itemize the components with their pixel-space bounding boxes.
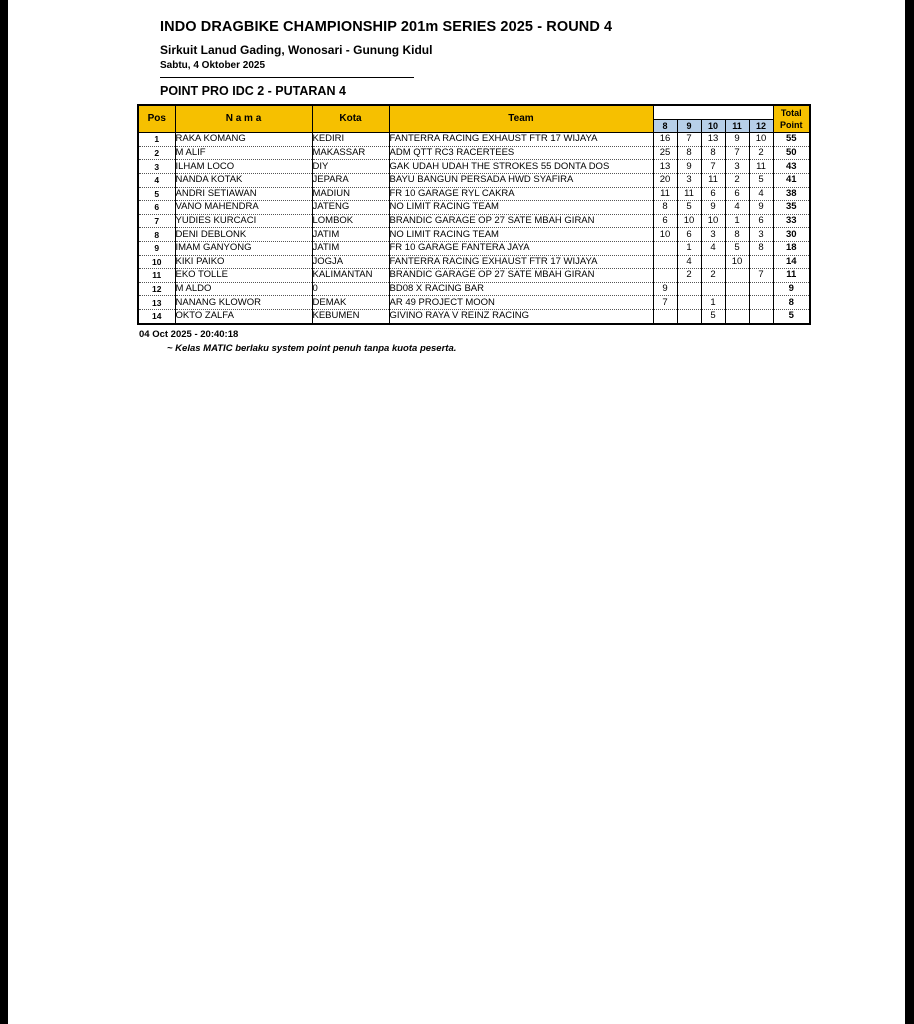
cell-round-point	[725, 282, 749, 296]
cell-round-point: 1	[725, 214, 749, 228]
table-row	[138, 214, 810, 228]
cell-total: 30	[773, 228, 810, 242]
cell-team: FANTERRA RACING EXHAUST FTR 17 WIJAYA	[389, 255, 653, 269]
cell-kota: DEMAK	[312, 296, 389, 310]
table-row	[138, 309, 810, 323]
cell-round-point: 7	[749, 269, 773, 283]
table-row	[138, 296, 810, 310]
cell-round-point: 16	[653, 133, 677, 147]
cell-team: BRANDIC GARAGE OP 27 SATE MBAH GIRAN	[389, 214, 653, 228]
cell-round-point	[653, 309, 677, 323]
cell-round-point: 4	[749, 187, 773, 201]
table-row	[138, 187, 810, 201]
header-round: 8	[653, 119, 677, 133]
cell-round-point: 11	[653, 187, 677, 201]
table-row	[138, 282, 810, 296]
results-body	[138, 133, 810, 324]
print-timestamp: 04 Oct 2025 - 20:40:18	[139, 329, 239, 340]
cell-round-point: 10	[701, 214, 725, 228]
cell-round-point	[677, 309, 701, 323]
cell-total: 14	[773, 255, 810, 269]
cell-nama: OKTO ZALFA	[175, 309, 312, 323]
cell-nama: EKO TOLLE	[175, 269, 312, 283]
cell-round-point	[749, 309, 773, 323]
cell-nama: ILHAM LOCO	[175, 160, 312, 174]
cell-team: NO LIMIT RACING TEAM	[389, 201, 653, 215]
cell-round-point	[653, 241, 677, 255]
header-round: 10	[701, 119, 725, 133]
cell-round-point: 8	[677, 146, 701, 160]
cell-team: GAK UDAH UDAH THE STROKES 55 DONTA DOS	[389, 160, 653, 174]
cell-round-point: 11	[701, 173, 725, 187]
cell-total: 11	[773, 269, 810, 283]
cell-round-point: 5	[725, 241, 749, 255]
cell-round-point: 5	[677, 201, 701, 215]
header-nama: N a m a	[175, 105, 312, 133]
cell-pos: 12	[138, 282, 175, 296]
cell-round-point: 4	[725, 201, 749, 215]
cell-round-point: 10	[725, 255, 749, 269]
header-pos: Pos	[138, 105, 175, 133]
rounds-header-blank	[653, 105, 773, 119]
header-kota: Kota	[312, 105, 389, 133]
class-title: POINT PRO IDC 2 - PUTARAN 4	[160, 84, 346, 98]
cell-total: 41	[773, 173, 810, 187]
cell-team: ADM QTT RC3 RACERTEES	[389, 146, 653, 160]
cell-round-point: 3	[749, 228, 773, 242]
cell-pos: 13	[138, 296, 175, 310]
cell-round-point: 10	[653, 228, 677, 242]
cell-round-point: 4	[677, 255, 701, 269]
cell-round-point: 11	[677, 187, 701, 201]
cell-nama: M ALIF	[175, 146, 312, 160]
cell-total: 55	[773, 133, 810, 147]
cell-pos: 3	[138, 160, 175, 174]
cell-round-point	[749, 282, 773, 296]
cell-round-point: 2	[725, 173, 749, 187]
cell-team: BD08 X RACING BAR	[389, 282, 653, 296]
cell-pos: 14	[138, 309, 175, 323]
cell-kota: KALIMANTAN	[312, 269, 389, 283]
cell-round-point: 2	[749, 146, 773, 160]
cell-kota: KEDIRI	[312, 133, 389, 147]
table-row	[138, 228, 810, 242]
cell-pos: 4	[138, 173, 175, 187]
cell-kota: 0	[312, 282, 389, 296]
table-row	[138, 241, 810, 255]
cell-round-point: 6	[701, 187, 725, 201]
cell-round-point: 13	[701, 133, 725, 147]
cell-kota: DIY	[312, 160, 389, 174]
cell-round-point	[677, 296, 701, 310]
cell-nama: VANO MAHENDRA	[175, 201, 312, 215]
cell-pos: 1	[138, 133, 175, 147]
cell-round-point: 1	[677, 241, 701, 255]
results-table	[137, 104, 811, 325]
cell-kota: MAKASSAR	[312, 146, 389, 160]
cell-total: 43	[773, 160, 810, 174]
cell-round-point: 20	[653, 173, 677, 187]
cell-round-point: 10	[749, 133, 773, 147]
cell-round-point	[725, 269, 749, 283]
cell-pos: 2	[138, 146, 175, 160]
cell-kota: JEPARA	[312, 173, 389, 187]
venue-subtitle: Sirkuit Lanud Gading, Wonosari - Gunung Kidul	[160, 43, 433, 57]
table-row	[138, 160, 810, 174]
cell-nama: KIKI PAIKO	[175, 255, 312, 269]
page-title: INDO DRAGBIKE CHAMPIONSHIP 201m SERIES 2025 - ROUND 4	[160, 19, 613, 35]
table-row	[138, 173, 810, 187]
cell-total: 18	[773, 241, 810, 255]
cell-round-point: 3	[725, 160, 749, 174]
cell-total: 38	[773, 187, 810, 201]
cell-team: FR 10 GARAGE RYL CAKRA	[389, 187, 653, 201]
cell-kota: JATIM	[312, 228, 389, 242]
cell-nama: RAKA KOMANG	[175, 133, 312, 147]
cell-nama: DENI DEBLONK	[175, 228, 312, 242]
cell-nama: M ALDO	[175, 282, 312, 296]
cell-round-point: 1	[701, 296, 725, 310]
cell-team: AR 49 PROJECT MOON	[389, 296, 653, 310]
cell-round-point: 9	[677, 160, 701, 174]
cell-nama: YUDIES KURCACI	[175, 214, 312, 228]
cell-round-point: 8	[701, 146, 725, 160]
cell-round-point	[653, 255, 677, 269]
cell-total: 9	[773, 282, 810, 296]
cell-round-point: 6	[677, 228, 701, 242]
cell-round-point: 9	[701, 201, 725, 215]
cell-pos: 10	[138, 255, 175, 269]
cell-total: 5	[773, 309, 810, 323]
cell-round-point: 8	[653, 201, 677, 215]
cell-kota: JOGJA	[312, 255, 389, 269]
cell-round-point: 6	[749, 214, 773, 228]
cell-total: 50	[773, 146, 810, 160]
cell-kota: JATIM	[312, 241, 389, 255]
cell-kota: LOMBOK	[312, 214, 389, 228]
cell-round-point: 25	[653, 146, 677, 160]
cell-round-point: 7	[653, 296, 677, 310]
cell-nama: ANDRI SETIAWAN	[175, 187, 312, 201]
cell-round-point: 6	[653, 214, 677, 228]
table-row	[138, 255, 810, 269]
cell-round-point: 2	[701, 269, 725, 283]
cell-nama: NANANG KLOWOR	[175, 296, 312, 310]
cell-round-point: 3	[701, 228, 725, 242]
cell-round-point: 10	[677, 214, 701, 228]
cell-round-point: 11	[749, 160, 773, 174]
cell-round-point	[725, 296, 749, 310]
header-total: Total Point	[773, 105, 810, 133]
cell-round-point: 6	[725, 187, 749, 201]
cell-round-point: 5	[701, 309, 725, 323]
cell-team: BAYU BANGUN PERSADA HWD SYAFIRA	[389, 173, 653, 187]
cell-nama: NANDA KOTAK	[175, 173, 312, 187]
header-team: Team	[389, 105, 653, 133]
table-row	[138, 146, 810, 160]
cell-total: 33	[773, 214, 810, 228]
cell-round-point: 8	[725, 228, 749, 242]
cell-round-point	[653, 269, 677, 283]
cell-round-point: 13	[653, 160, 677, 174]
cell-nama: IMAM GANYONG	[175, 241, 312, 255]
cell-team: NO LIMIT RACING TEAM	[389, 228, 653, 242]
cell-round-point	[749, 296, 773, 310]
cell-team: BRANDIC GARAGE OP 27 SATE MBAH GIRAN	[389, 269, 653, 283]
cell-round-point: 7	[725, 146, 749, 160]
cell-round-point: 3	[677, 173, 701, 187]
table-row	[138, 201, 810, 215]
cell-round-point: 7	[677, 133, 701, 147]
cell-round-point: 5	[749, 173, 773, 187]
cell-round-point: 9	[653, 282, 677, 296]
cell-kota: KEBUMEN	[312, 309, 389, 323]
cell-round-point	[725, 309, 749, 323]
cell-round-point	[701, 255, 725, 269]
event-date: Sabtu, 4 Oktober 2025	[160, 60, 266, 71]
cell-total: 35	[773, 201, 810, 215]
header-round: 9	[677, 119, 701, 133]
cell-pos: 11	[138, 269, 175, 283]
cell-kota: JATENG	[312, 201, 389, 215]
cell-team: FR 10 GARAGE FANTERA JAYA	[389, 241, 653, 255]
cell-round-point: 4	[701, 241, 725, 255]
cell-pos: 9	[138, 241, 175, 255]
header-round: 12	[749, 119, 773, 133]
header-divider	[160, 77, 414, 78]
cell-round-point: 8	[749, 241, 773, 255]
cell-round-point: 9	[749, 201, 773, 215]
cell-round-point	[677, 282, 701, 296]
footer-note: ~ Kelas MATIC berlaku system point penuh tanpa kuota peserta.	[167, 343, 457, 354]
cell-round-point: 2	[677, 269, 701, 283]
cell-round-point: 7	[701, 160, 725, 174]
cell-kota: MADIUN	[312, 187, 389, 201]
cell-total: 8	[773, 296, 810, 310]
header-round: 11	[725, 119, 749, 133]
cell-team: FANTERRA RACING EXHAUST FTR 17 WIJAYA	[389, 133, 653, 147]
cell-round-point	[749, 255, 773, 269]
cell-pos: 5	[138, 187, 175, 201]
table-row	[138, 269, 810, 283]
cell-round-point: 9	[725, 133, 749, 147]
table-row	[138, 133, 810, 147]
cell-pos: 6	[138, 201, 175, 215]
cell-round-point	[701, 282, 725, 296]
cell-team: GIVINO RAYA V REINZ RACING	[389, 309, 653, 323]
cell-pos: 7	[138, 214, 175, 228]
cell-pos: 8	[138, 228, 175, 242]
